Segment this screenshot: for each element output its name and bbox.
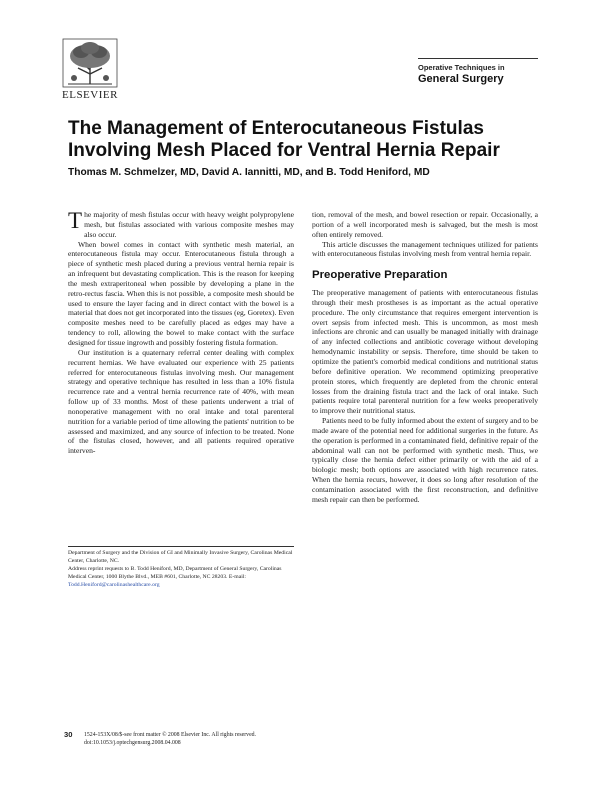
body-paragraph: The preoperative management of patients with enterocutaneous fistulas through their mesh prostheses is as important as the actual operative procedure. The only circumstance that requires emergent intervention is overt sepsis from infected mesh. This is uncommon, as most mesh infections are chronic and can usually be managed initially with drainage of any infected collections and antibiotic coverage without developing hemodynamic instability or sepsis. Therefore, time should be taken to optimize the patient's comorbid medical conditions and nutritional status before definitive operation. We recommend optimizing preoperative protein stores, which frequently are depleted from the chronic enteral losses from the draining fistula tract and the lack of oral intake. Such patients require total parenteral nutrition for a few weeks preoperatively to improve their nutritional status. xyxy=(312,288,538,416)
footnote-affiliation: Department of Surgery and the Division of GI and Minimally Invasive Surgery, Carolinas Medical Center, Charlotte, NC. xyxy=(68,550,293,564)
elsevier-tree-icon xyxy=(62,38,118,88)
footnote-address-text: Address reprint requests to B. Todd Heniford, MD, Department of General Surgery, Carolinas Medical Center, 1000 Blythe Blvd., MEB #601, Charlotte, NC 28203. E-mail: xyxy=(68,565,282,580)
body-paragraph: Patients need to be fully informed about the extent of surgery and to be made aware of the potential need for additional surgeries in the future. As the operation is performed in a contaminated field, definitive repair of the abdominal wall can not be performed with synthetic mesh. Thus, we typically close the hernia defect either primarily or with the aid of a biologic mesh; both options are associated with high recurrence rates. When the hernia recurs, however, it does so long after resolution of the contamination associated with the first reconstruction, and definitive mesh repair can then be performed. xyxy=(312,416,539,504)
page-number: 30 xyxy=(64,730,73,739)
publisher-name: ELSEVIER xyxy=(62,89,118,101)
article-authors: Thomas M. Schmelzer, MD, David A. Iannitti, MD, and B. Todd Heniford, MD xyxy=(68,167,430,178)
journal-subtitle: Operative Techniques in xyxy=(418,63,505,72)
section-heading: Preoperative Preparation xyxy=(312,269,448,282)
drop-cap: T xyxy=(68,208,83,233)
page-footer xyxy=(64,730,368,747)
right-column xyxy=(312,210,538,505)
body-paragraph: When bowel comes in contact with synthetic mesh material, an enterocutaneous fistula may occur. Enterocutaneous fistula through a piece of synthetic mesh placed during a previous ventral hernia repair is an infrequent but devastating complication. This is the reason for keeping the mesh extraperitoneal when possible by developing a plane in the retro-rectus fascia. When this is not possible, a composite mesh should be used to ensure the layer facing and in direct contact with the bowel is a material that does not get incorporated into the tissues (eg, Goretex). Even composite meshes need to be carefully placed as edges may have a tendency to roll, allowing the bowel to make contact with the surface designed for tissue ingrowth and possibly fostering fistula formation. xyxy=(68,239,294,347)
intro-text: he majority of mesh fistulas occur with heavy weight polypropylene mesh, but fistulas associated with various composite meshes may also occur. xyxy=(84,210,294,239)
footnote-email-link[interactable]: Todd.Heniford@carolinashealthcare.org xyxy=(68,581,160,588)
footnote-address xyxy=(68,566,294,590)
copyright-line: 1524-153X/08/$-see front matter © 2008 Elsevier Inc. All rights reserved. xyxy=(84,732,256,738)
body-paragraph: tion, removal of the mesh, and bowel resection or repair. Occasionally, a portion of a well incorporated mesh is salvaged, but the mesh is most often entirely removed. xyxy=(312,210,538,239)
journal-header xyxy=(418,58,538,85)
footnote xyxy=(68,550,294,590)
doi-line: doi:10.1053/j.optechgensurg.2008.04.008 xyxy=(84,740,181,746)
body-paragraph: This article discusses the management techniques utilized for patients with enterocutaneous fistulas involving mesh from ventral hernia repair. xyxy=(312,239,538,259)
footnote-divider xyxy=(68,546,294,547)
left-column xyxy=(68,210,294,456)
intro-paragraph xyxy=(68,210,294,240)
article-title: The Management of Enterocutaneous Fistulas Involving Mesh Placed for Ventral Hernia Repair xyxy=(68,118,500,161)
body-paragraph: Our institution is a quaternary referral center dealing with complex recurrent hernias. We have evaluated our experience with 25 patients referred for enterocutaneous fistulas involving mesh. Our management strategy and operative technique has resulted in less than a 10% fistula recurrence rate and a ventral hernia recurrence rate of 40%, with mean follow up of 33 months. Most of these patients underwent a trial of nonoperative management with no oral intake and total parenteral nutrition for a variable period of time allowing the patients' nutrition to be assessed and maximized, and any source of infection to be treated. None of the fistulas closed, however, and all patients required operative interven- xyxy=(68,347,294,456)
elsevier-logo xyxy=(62,38,122,101)
journal-name: General Surgery xyxy=(418,73,504,85)
journal-rule xyxy=(418,58,538,59)
